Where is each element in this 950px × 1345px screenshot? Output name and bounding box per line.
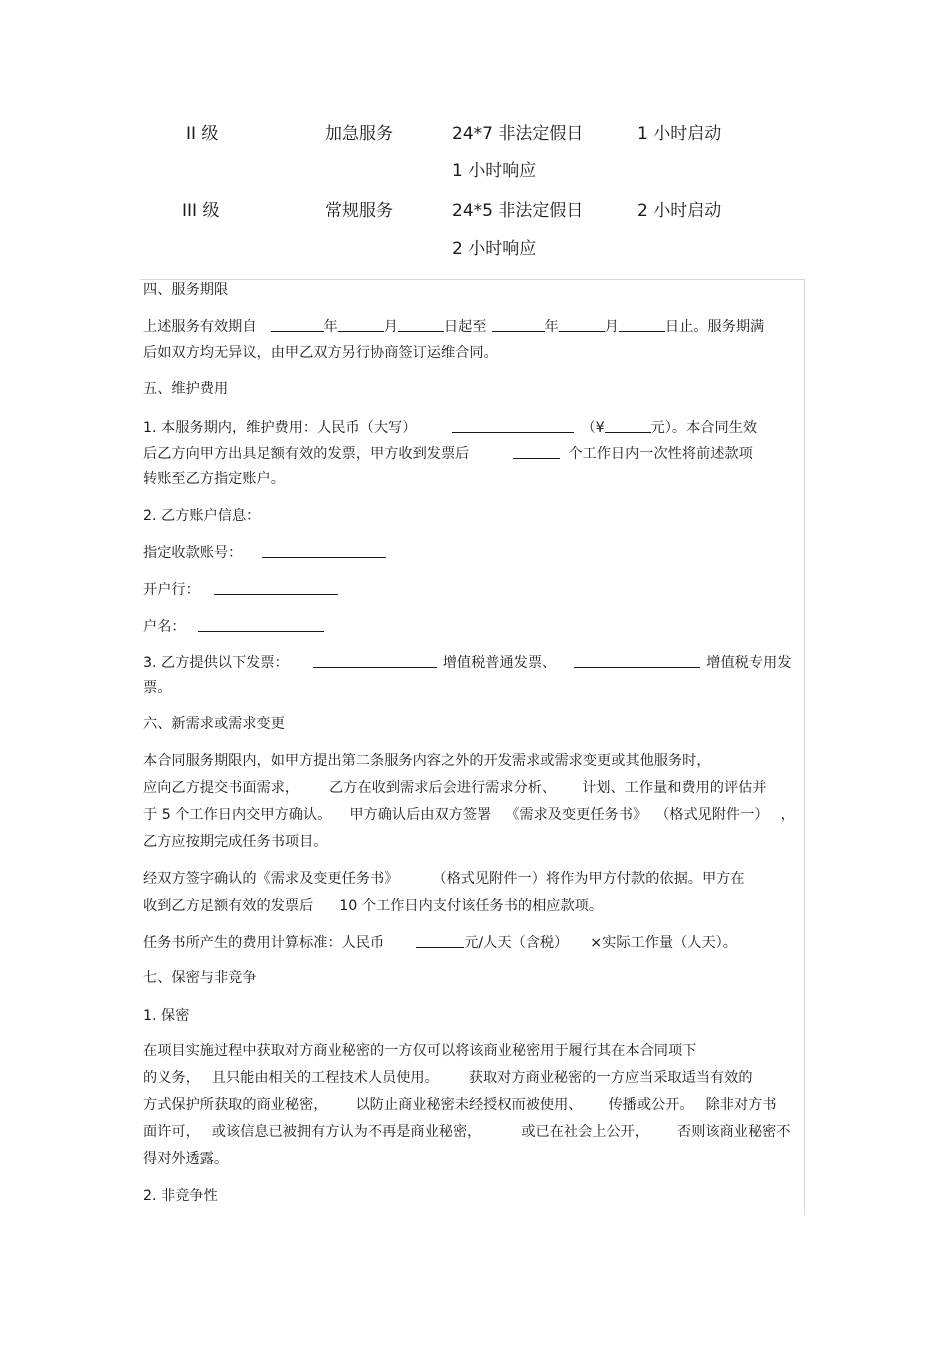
fee-words-blank[interactable] xyxy=(452,418,574,433)
text: 获取对方商业秘密的一方应当采取适当有效的 xyxy=(468,1070,753,1086)
response-cell: 1 小时响应 xyxy=(452,161,537,181)
text: 月 xyxy=(383,319,398,335)
section-6-title: 六、新需求或需求变更 xyxy=(143,716,285,732)
non-compete-title: 2. 非竞争性 xyxy=(143,1188,218,1204)
text: 年 xyxy=(544,319,559,335)
text: 计划、工作量和费用的评估并 xyxy=(582,780,767,796)
text: 3. 乙方提供以下发票： xyxy=(143,655,289,671)
text: 传播或公开。 xyxy=(608,1097,694,1113)
confidentiality-line-1: 在项目实施过程中获取对方商业秘密的一方仅可以将该商业秘密用于履行其在本合同项下 xyxy=(143,1043,697,1059)
response-cell: 2 小时响应 xyxy=(452,239,537,259)
invoice-line xyxy=(143,653,791,672)
text: 年 xyxy=(323,319,338,335)
confidentiality-line-2 xyxy=(143,1069,753,1087)
fee-line-1 xyxy=(143,418,757,437)
text: ×实际工作量（人天）。 xyxy=(590,935,737,951)
text: 甲方确认后由双方签署 xyxy=(349,807,492,823)
start-cell: 1 小时启动 xyxy=(637,124,722,144)
text: （¥ xyxy=(581,420,605,436)
s6-para-1-line-4: 乙方应按期完成任务书项目。 xyxy=(143,834,328,850)
start-month-blank[interactable] xyxy=(338,317,384,332)
text: 增值税普通发票、 xyxy=(442,655,557,671)
service-period-line xyxy=(143,317,764,336)
bank-line xyxy=(143,580,338,599)
text: 指定收款账号： xyxy=(143,545,243,561)
invoice-line-2: 票。 xyxy=(143,680,172,696)
s6-para-1-line-3 xyxy=(143,806,795,824)
text: 月 xyxy=(604,319,619,335)
text: 10 个工作日内支付该任务书的相应款项。 xyxy=(339,898,604,914)
text: 任务书所产生的费用计算标准：人民币 xyxy=(143,935,385,951)
s6-para-1-line-2 xyxy=(143,779,767,797)
start-day-blank[interactable] xyxy=(398,317,444,332)
text: 后乙方向甲方出具足额有效的发票，甲方收到发票后 xyxy=(143,446,470,462)
fee-line-3: 转账至乙方指定账户。 xyxy=(143,471,285,487)
s6-para-2-line-1 xyxy=(143,870,745,888)
text: 除非对方书 xyxy=(705,1097,777,1113)
daily-rate-blank[interactable] xyxy=(416,933,464,948)
text: 《需求及变更任务书》 xyxy=(505,807,648,823)
text: 应向乙方提交书面需求， xyxy=(143,780,300,796)
text: 否则该商业秘密不 xyxy=(677,1124,791,1140)
text: 或该信息已被拥有方认为不再是商业秘密， xyxy=(211,1124,482,1140)
text: （格式见附件一） xyxy=(655,807,769,823)
service-cell: 常规服务 xyxy=(325,201,393,221)
account-info-title: 2. 乙方账户信息： xyxy=(143,508,261,524)
s6-para-2-line-2 xyxy=(143,897,603,915)
fee-amount-blank[interactable] xyxy=(605,418,651,433)
coverage-cell: 24*5 非法定假日 xyxy=(452,201,584,221)
normal-invoice-blank[interactable] xyxy=(313,653,437,668)
confidentiality-title: 1. 保密 xyxy=(143,1008,190,1024)
text: 上述服务有效期自 xyxy=(143,319,257,335)
text: 1. 本服务期内，维护费用：人民币（大写） xyxy=(143,420,417,436)
text: （格式见附件一）将作为甲方付款的依据。甲方在 xyxy=(432,871,745,887)
section-4-title: 四、服务期限 xyxy=(143,282,229,298)
section-7-title: 七、保密与非竞争 xyxy=(143,970,257,986)
start-year-blank[interactable] xyxy=(271,317,324,332)
text: 开户行： xyxy=(143,582,200,598)
end-year-blank[interactable] xyxy=(492,317,545,332)
text: 的义务， xyxy=(143,1070,200,1086)
text: 乙方在收到需求后会进行需求分析、 xyxy=(329,780,557,796)
end-day-blank[interactable] xyxy=(619,317,665,332)
s6-fee-standard-line xyxy=(143,933,737,952)
account-name-line xyxy=(143,617,324,636)
level-cell: II 级 xyxy=(186,124,219,144)
level-cell: III 级 xyxy=(182,201,220,221)
account-number-line xyxy=(143,543,386,562)
account-number-blank[interactable] xyxy=(262,543,386,558)
confidentiality-line-5: 得对外透露。 xyxy=(143,1151,229,1167)
coverage-cell: 24*7 非法定假日 xyxy=(452,124,584,144)
special-invoice-blank[interactable] xyxy=(574,653,700,668)
text: 面许可， xyxy=(143,1124,200,1140)
fee-line-2 xyxy=(143,444,753,463)
text: 日起至 xyxy=(443,319,487,335)
text: 且只能由相关的工程技术人员使用。 xyxy=(211,1070,439,1086)
text: 日止。服务期满 xyxy=(664,319,765,335)
text: 以防止商业秘密未经授权而被使用、 xyxy=(355,1097,583,1113)
workdays-blank[interactable] xyxy=(513,444,560,459)
text: 经双方签字确认的《需求及变更任务书》 xyxy=(143,871,399,887)
bank-blank[interactable] xyxy=(214,580,338,595)
text: ， xyxy=(780,807,795,823)
text: 或已在社会上公开， xyxy=(521,1124,650,1140)
text: 收到乙方足额有效的发票后 xyxy=(143,898,314,914)
end-month-blank[interactable] xyxy=(559,317,605,332)
confidentiality-line-4 xyxy=(143,1123,791,1141)
text: 个工作日内一次性将前述款项 xyxy=(568,446,753,462)
text: 元）。本合同生效 xyxy=(650,420,758,436)
text: 增值税专用发 xyxy=(706,655,792,671)
s6-para-1-line-1: 本合同服务期限内，如甲方提出第二条服务内容之外的开发需求或需求变更或其他服务时， xyxy=(143,753,711,769)
service-period-line-2: 后如双方均无异议，由甲乙双方另行协商签订运维合同。 xyxy=(143,345,498,361)
start-cell: 2 小时启动 xyxy=(637,201,722,221)
text: 于 5 个工作日内交甲方确认。 xyxy=(143,807,332,823)
section-5-title: 五、维护费用 xyxy=(143,381,229,397)
account-name-blank[interactable] xyxy=(198,617,324,632)
text: 方式保护所获取的商业秘密， xyxy=(143,1097,328,1113)
text: 元/人天（含税） xyxy=(464,935,569,951)
text: 户名： xyxy=(143,619,186,635)
service-cell: 加急服务 xyxy=(325,124,393,144)
confidentiality-line-3 xyxy=(143,1096,777,1114)
